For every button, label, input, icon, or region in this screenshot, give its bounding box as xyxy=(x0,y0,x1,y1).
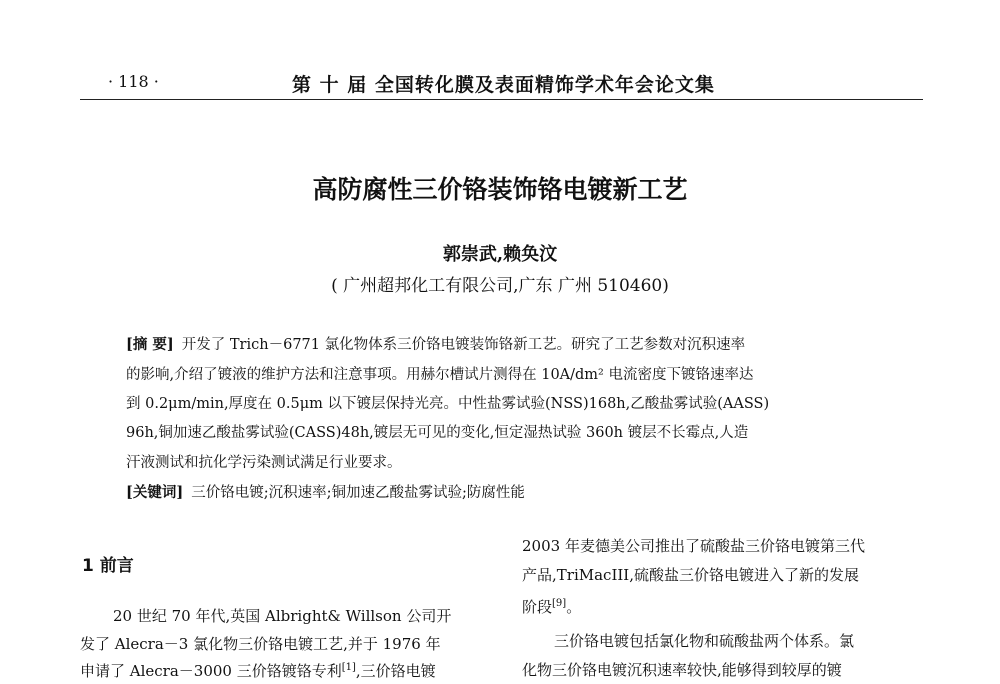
body-text-line: 产品,TriMacIII,硫酸盐三价铬电镀进入了新的发展 xyxy=(522,566,859,584)
abstract-line xyxy=(126,333,745,354)
citation-ref: [1] xyxy=(341,662,356,673)
body-text: ,三价铬电镀 xyxy=(355,662,436,680)
keywords-text: 三价铬电镀;沉积速率;铜加速乙酸盐雾试验;防腐性能 xyxy=(191,485,525,501)
body-text-line: 2003 年麦德美公司推出了硫酸盐三价铬电镀第三代 xyxy=(522,537,865,555)
keywords-label: [关键词] xyxy=(126,484,184,501)
keywords-line xyxy=(126,481,525,502)
abstract-line: 到 0.2μm/min,厚度在 0.5μm 以下镀层保持光亮。中性盐雾试验(NSS)168h,乙酸盐雾试验(AASS) xyxy=(126,396,770,412)
authors: 郭崇武,赖奂汶 xyxy=(442,244,558,265)
abstract-label: [摘 要] xyxy=(126,336,174,353)
body-text: 阶段 xyxy=(522,598,553,616)
abstract-line: 汗液测试和抗化学污染测试满足行业要求。 xyxy=(126,455,402,471)
body-text-line: 化物三价铬电镀沉积速率较快,能够得到较厚的镀 xyxy=(522,661,842,679)
page-number: · 118 · xyxy=(108,72,159,91)
abstract-text: 开发了 Trich－6771 氯化物体系三价铬电镀装饰铬新工艺。研究了工艺参数对沉积速率 xyxy=(181,337,746,353)
body-text: 。 xyxy=(566,598,582,616)
body-text-line xyxy=(80,660,436,681)
body-text-line: 发了 Alecra－3 氯化物三价铬电镀工艺,并于 1976 年 xyxy=(80,635,441,653)
body-text-line: 三价铬电镀包括氯化物和硫酸盐两个体系。氯 xyxy=(554,632,855,650)
section-heading: 1 前言 xyxy=(82,556,134,576)
journal-title: 第 十 届 全国转化膜及表面精饰学术年会论文集 xyxy=(292,74,715,96)
body-text-line: 20 世纪 70 年代,英国 Albright& Willson 公司开 xyxy=(113,607,452,625)
body-text: 申请了 Alecra－3000 三价铬镀铬专利 xyxy=(80,662,342,680)
paper-title: 高防腐性三价铬装饰铬电镀新工艺 xyxy=(312,175,688,204)
body-text-line xyxy=(522,596,581,617)
header-rule xyxy=(80,99,923,100)
affiliation: ( 广州超邦化工有限公司,广东 广州 510460) xyxy=(331,276,669,296)
abstract-line: 96h,铜加速乙酸盐雾试验(CASS)48h,镀层无可见的变化,恒定湿热试验 360h 镀层不长霉点,人造 xyxy=(126,425,749,441)
citation-ref: [9] xyxy=(552,598,567,609)
abstract-line: 的影响,介绍了镀液的维护方法和注意事项。用赫尔槽试片测得在 10A/dm² 电流密度下镀铬速率达 xyxy=(126,367,754,383)
